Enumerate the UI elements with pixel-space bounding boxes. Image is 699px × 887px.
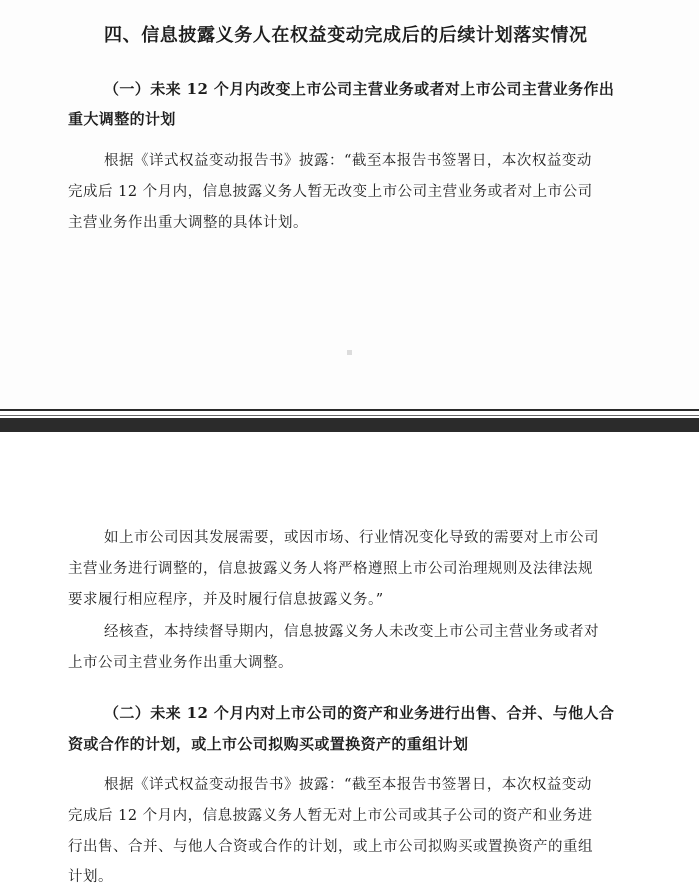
subsection-2-para-1-line-3: 行出售、合并、与他人合资或合作的计划，或上市公司拟购买或置换资产的重组 [68, 839, 593, 855]
subsection-1-para-2-line-2: 主营业务进行调整的，信息披露义务人将严格遵照上市公司治理规则及法律法规 [68, 561, 593, 577]
page-edge-line-thin [0, 415, 699, 416]
document-page-bottom [0, 432, 699, 887]
subsection-1-para-1-line-1: 根据《详式权益变动报告书》披露：“截至本报告书签署日，本次权益变动 [104, 153, 592, 169]
subsection-2-para-1-line-2: 完成后 12 个月内，信息披露义务人暂无对上市公司或其子公司的资产和业务进 [68, 808, 593, 824]
subsection-2-title-line-2: 资或合作的计划，或上市公司拟购买或置换资产的重组计划 [68, 735, 469, 753]
subsection-1-para-1-line-3: 主营业务作出重大调整的具体计划。 [68, 215, 308, 231]
section-title: 四、信息披露义务人在权益变动完成后的后续计划落实情况 [104, 25, 588, 46]
subsection-1-para-3-line-2: 上市公司主营业务作出重大调整。 [68, 655, 293, 671]
subsection-1-title-line-2: 重大调整的计划 [68, 110, 176, 128]
document-page-top [0, 0, 699, 410]
subsection-1-title-line-1: （一）未来 12 个月内改变上市公司主营业务或者对上市公司主营业务作出 [104, 80, 615, 98]
subsection-2-title-line-1: （二）未来 12 个月内对上市公司的资产和业务进行出售、合并、与他人合 [104, 704, 615, 722]
page-edge-line [0, 409, 699, 411]
subsection-2-para-1-line-4: 计划。 [68, 869, 113, 885]
subsection-1-para-1-line-2: 完成后 12 个月内，信息披露义务人暂无改变上市公司主营业务或者对上市公司 [68, 184, 593, 200]
page-break-band [0, 418, 699, 432]
subsection-2-para-1-line-1: 根据《详式权益变动报告书》披露：“截至本报告书签署日，本次权益变动 [104, 777, 592, 793]
subsection-1-para-3-line-1: 经核查，本持续督导期内，信息披露义务人未改变上市公司主营业务或者对 [104, 624, 599, 640]
scan-speck [347, 350, 352, 355]
subsection-1-para-2-line-1: 如上市公司因其发展需要，或因市场、行业情况变化导致的需要对上市公司 [104, 530, 599, 546]
subsection-1-para-2-line-3: 要求履行相应程序，并及时履行信息披露义务。” [68, 592, 384, 608]
